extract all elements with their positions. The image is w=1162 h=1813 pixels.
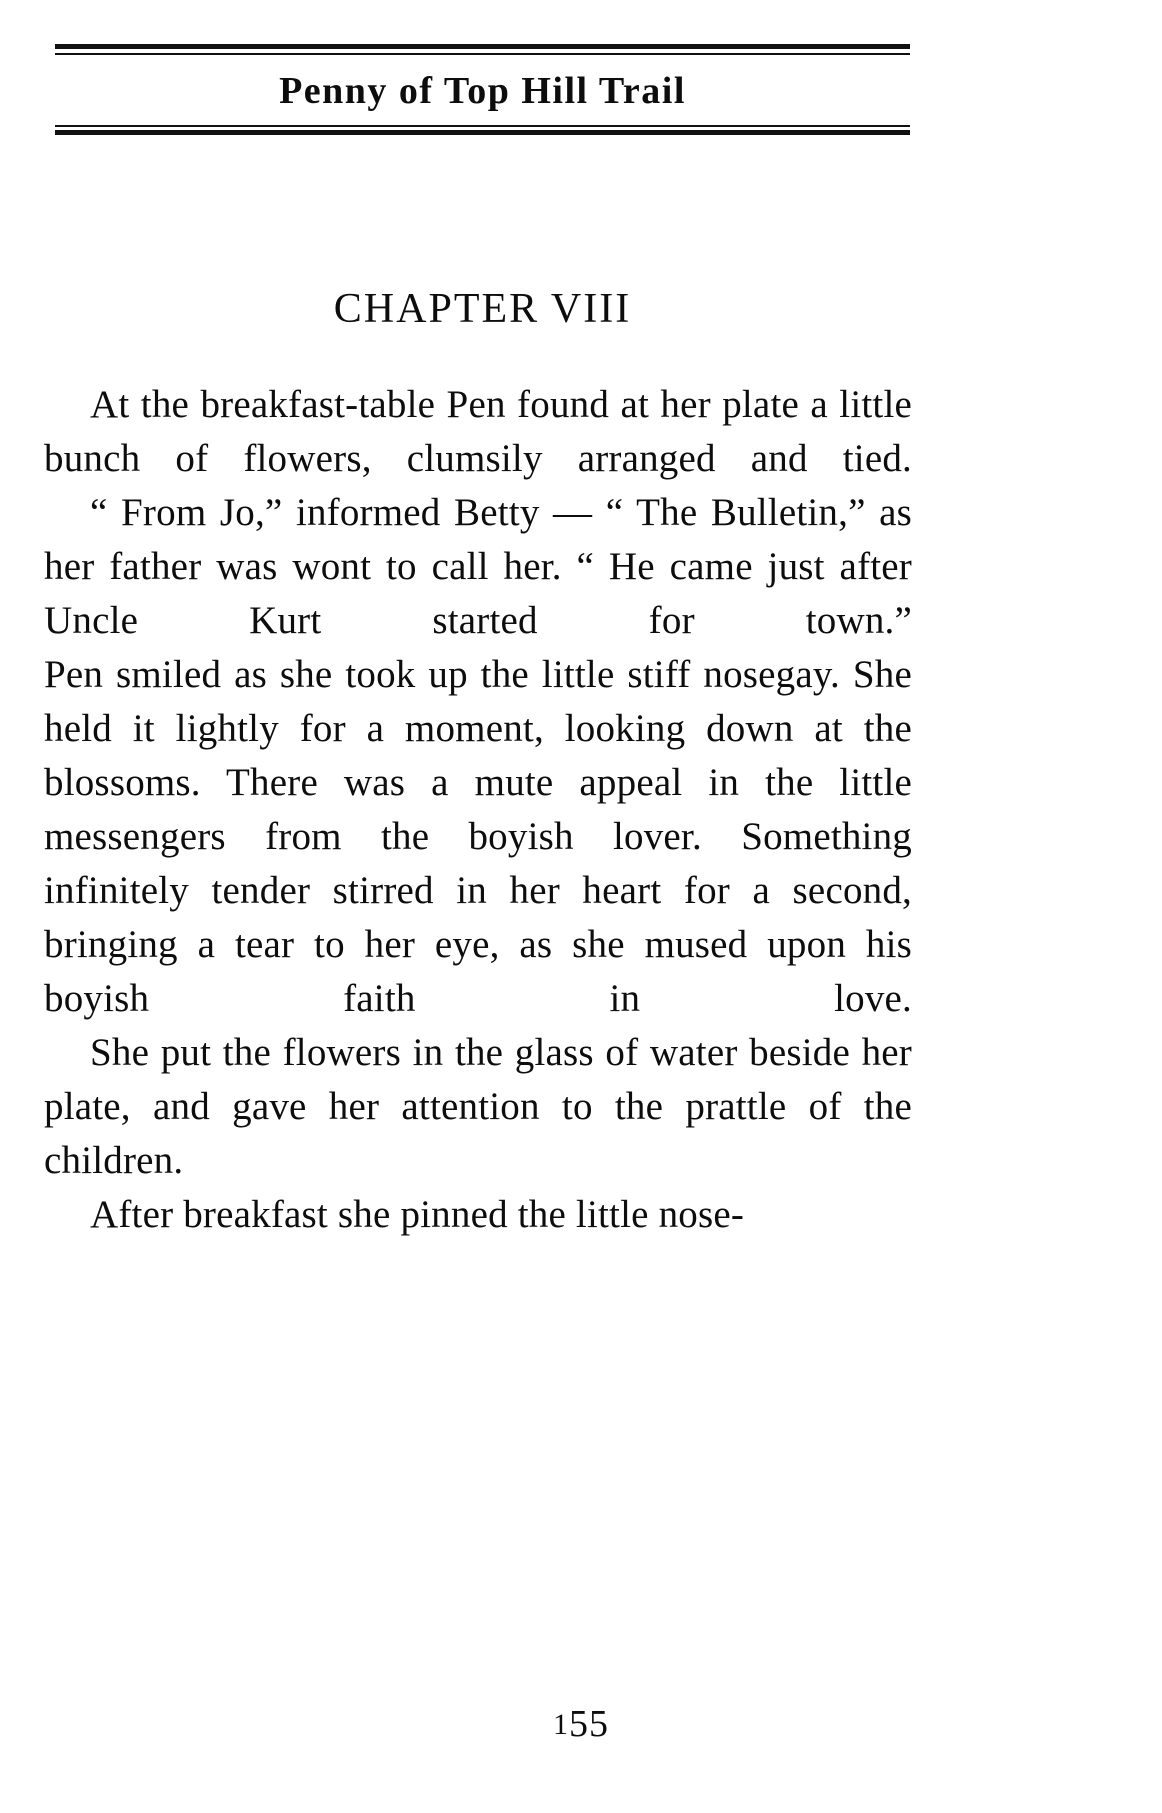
page-header xyxy=(55,44,910,135)
header-rule-bottom-thick xyxy=(55,130,910,135)
paragraph: Pen smiled as she took up the little stiff nosegay. She held it lightly for a moment, looking down at the blossoms. There was a mute appeal in the little messengers from the boyish lover. Something infinitely tender stirred in her heart for a second, bringing a tear to her eye, as she mused upon his boyish faith in love. xyxy=(44,653,912,1020)
page-number-rest: 55 xyxy=(569,1703,609,1745)
paragraph: After breakfast she pinned the little nose- xyxy=(90,1193,745,1236)
body-text xyxy=(44,378,912,1242)
page-number-leading-digit: 1 xyxy=(553,1708,569,1741)
paragraph: “ From Jo,” informed Betty — “ The Bulletin,” as her father was wont to call her. “ He came just after Uncle Kurt started for town.” xyxy=(44,491,912,642)
page-number xyxy=(0,1702,1162,1746)
paragraph: At the breakfast-table Pen found at her plate a little bunch of flowers, clumsily arranged and tied. xyxy=(44,383,912,480)
chapter-title: CHAPTER VIII xyxy=(333,286,632,332)
paragraph: She put the flowers in the glass of water beside her plate, and gave her attention to the prattle of the children. xyxy=(44,1031,912,1182)
running-head: Penny of Top Hill Trail xyxy=(279,70,686,112)
